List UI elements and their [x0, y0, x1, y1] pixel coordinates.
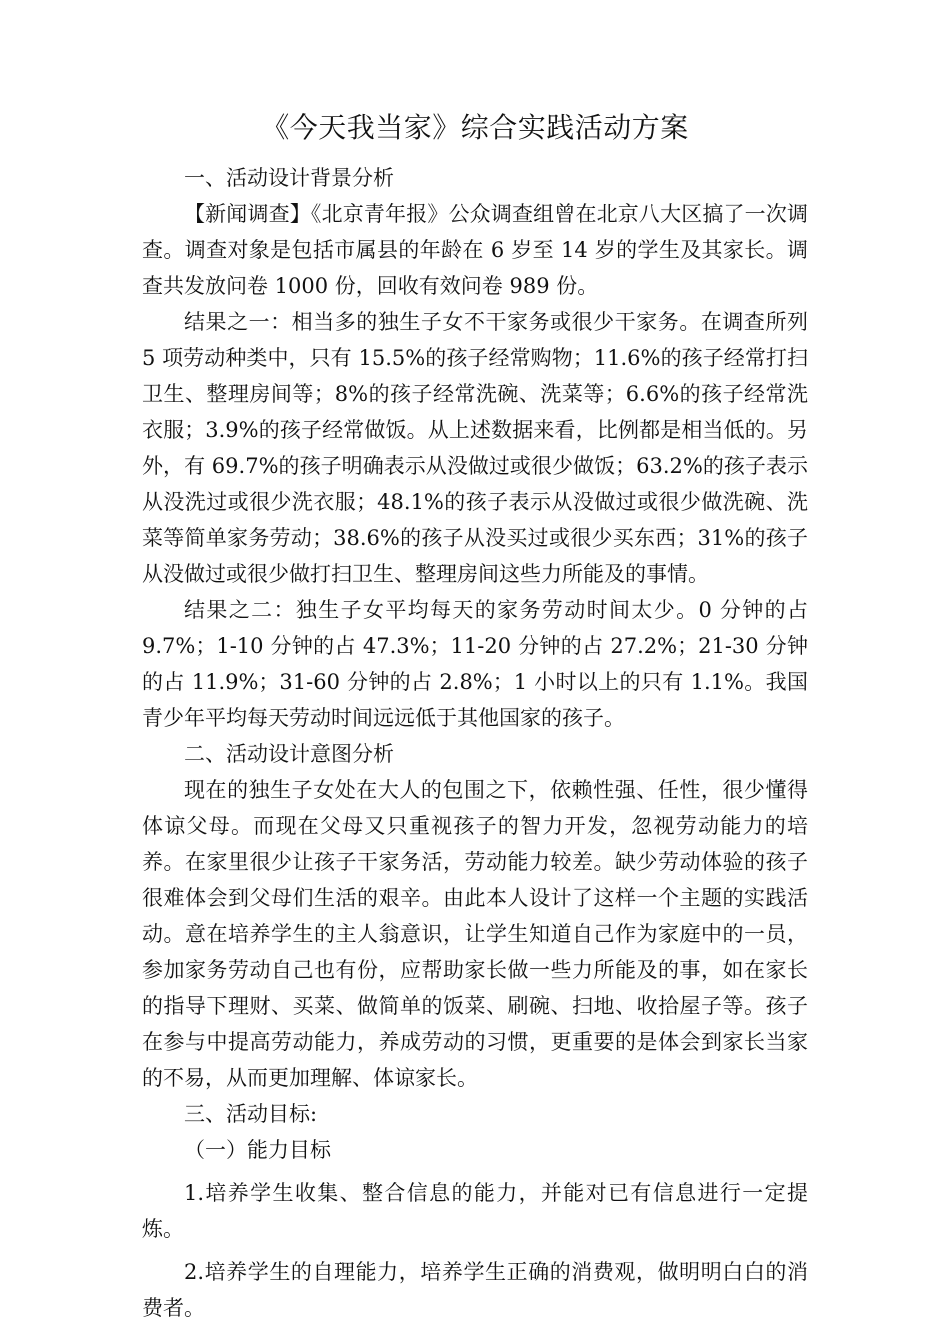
goal-item-2: 2.培养学生的自理能力，培养学生正确的消费观，做明明白白的消费者。: [142, 1260, 808, 1320]
paragraph-intent: 现在的独生子女处在大人的包围之下，依赖性强、任性，很少懂得体谅父母。而现在父母又只重视孩子的智力开发，忽视劳动能力的培养。在家里很少让孩子干家务活，劳动能力较差。缺少劳动体验的孩子很难体会到父母们生活的艰辛。由此本人设计了这样一个主题的实践活动。意在培养学生的主人翁意识，让学生知道自己作为家庭中的一员，参加家务劳动自己也有份，应帮助家长做一些力所能及的事，如在家长的指导下理财、买菜、做简单的饭菜、刷碗、扫地、收拾屋子等。孩子在参与中提高劳动能力，养成劳动的习惯，更重要的是体会到家长当家的不易，从而更加理解、体谅家长。: [142, 778, 808, 1090]
section-heading-goals: 三、活动目标:: [184, 1102, 318, 1126]
paragraph-result-one: 结果之一：相当多的独生子女不干家务或很少干家务。在调查所列 5 项劳动种类中，只有 15.5%的孩子经常购物；11.6%的孩子经常打扫卫生、整理房间等；8%的孩子经常洗碗、洗菜等；6.6%的孩子经常洗衣服；3.9%的孩子经常做饭。从上述数据来看，比例都是相当低的。另外，有 69.7%的孩子明确表示从没做过或很少做饭；63.2%的孩子表示从没洗过或很少洗衣服；48.1%的孩子表示从没做过或很少做洗碗、洗菜等简单家务劳动；38.6%的孩子从没买过或很少买东西；31%的孩子从没做过或很少做打扫卫生、整理房间这些力所能及的事情。: [142, 310, 808, 586]
subheading-ability-goals: （一）能力目标: [184, 1138, 331, 1162]
document-title: 《今天我当家》综合实践活动方案: [261, 111, 689, 144]
document-body: [142, 160, 808, 1326]
paragraph-news-survey: 【新闻调查】《北京青年报》公众调查组曾在北京八大区搞了一次调查。调查对象是包括市属县的年龄在 6 岁至 14 岁的学生及其家长。调查共发放问卷 1000 份，回收有效问卷 989 份。: [142, 202, 808, 298]
paragraph-result-two: 结果之二：独生子女平均每天的家务劳动时间太少。0 分钟的占 9.7%；1-10 分钟的占 47.3%；11-20 分钟的占 27.2%；21-30 分钟的占 11.9%；31-60 分钟的占 2.8%；1 小时以上的只有 1.1%。我国青少年平均每天劳动时间远远低于其他国家的孩子。: [142, 598, 808, 730]
section-heading-background: 一、活动设计背景分析: [184, 166, 394, 190]
section-heading-intent: 二、活动设计意图分析: [184, 742, 394, 766]
goal-item-1: 1.培养学生收集、整合信息的能力，并能对已有信息进行一定提炼。: [142, 1181, 808, 1241]
